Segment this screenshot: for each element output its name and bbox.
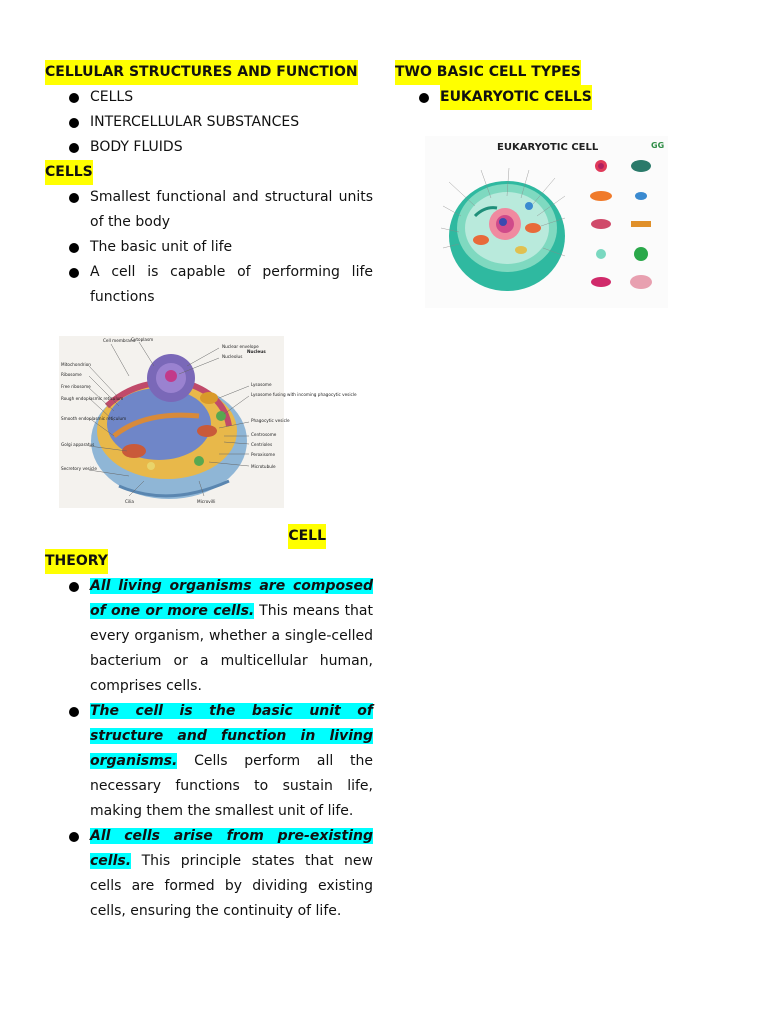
figure-label: Phagocytic vesicle <box>251 418 290 423</box>
figure-label: Smooth endoplasmic reticulum <box>61 416 127 421</box>
figure-label: Centrioles <box>251 442 273 447</box>
figure-label: Lysosome fusing with incoming phagocytic vesicle <box>251 392 357 397</box>
list-item: INTERCELLULAR SUBSTANCES <box>45 110 373 135</box>
eukaryotic-cell-diagram <box>425 136 668 308</box>
eukaryotic-figure-title: EUKARYOTIC CELL <box>497 142 599 153</box>
cells-heading: CELLS <box>45 160 93 185</box>
theory-principle: The cell is the basic unit of structure and function in living organisms. <box>90 703 373 769</box>
figure-label: Cell membrane <box>103 338 136 343</box>
figure-label: Nuclear envelope <box>222 344 259 349</box>
figure-label: Microtubule <box>251 464 276 469</box>
list-item: Smallest functional and structural units of the body <box>45 185 373 235</box>
figure-label: Peroxisome <box>251 452 276 457</box>
figure-label: Cytoplasm <box>131 337 154 342</box>
figure-label: Free ribosome <box>61 384 91 389</box>
theory-heading-part2: THEORY <box>45 549 108 574</box>
logo-icon: GG <box>651 141 665 150</box>
figure-label: Lysosome <box>251 382 272 387</box>
list-item: The basic unit of life <box>45 235 373 260</box>
theory-principle: All living organisms are composed of one or more cells. <box>90 578 373 619</box>
theory-heading-part1: CELL <box>288 524 326 549</box>
figure-label: Microvilli <box>197 499 216 504</box>
intro-list <box>45 85 373 160</box>
list-item <box>45 824 373 924</box>
theory-explanation: Cells perform all the necessary functions to sustain life, making them the smallest unit of life. <box>90 753 373 819</box>
theory-explanation: This principle states that new cells are formed by dividing existing cells, ensuring the continuity of life. <box>90 853 373 919</box>
main-heading: CELLULAR STRUCTURES AND FUNCTION <box>45 60 358 85</box>
theory-principle: All cells arise from pre-existing cells. <box>90 828 373 869</box>
cell-types-heading: TWO BASIC CELL TYPES <box>395 60 581 85</box>
list-item: BODY FLUIDS <box>45 135 373 160</box>
theory-list <box>45 574 373 924</box>
list-item <box>45 574 373 699</box>
list-item: A cell is capable of performing life functions <box>45 260 373 310</box>
theory-explanation: This means that every organism, whether a single-celled bacterium or a multicellular human, comprises cells. <box>90 603 373 694</box>
cells-list <box>45 185 373 310</box>
figure-label: Secretory vesicle <box>61 466 97 471</box>
figure-label: Ribosome <box>61 372 82 377</box>
figure-label: Nucleus <box>247 349 266 354</box>
eukaryotic-heading: EUKARYOTIC CELLS <box>440 85 592 110</box>
animal-cell-diagram <box>59 336 357 508</box>
figure-label: Centrosome <box>251 432 277 437</box>
list-item: CELLS <box>45 85 373 110</box>
figure-label: Cilia <box>125 499 134 504</box>
list-item <box>45 699 373 824</box>
figure-label: Mitochondrion <box>61 362 91 367</box>
left-column <box>45 60 373 924</box>
figure-label: Nucleolus <box>222 354 243 359</box>
figure-label: Rough endoplasmic reticulum <box>61 396 124 401</box>
right-column <box>395 60 695 308</box>
figure-label: Golgi apparatus <box>61 442 95 447</box>
